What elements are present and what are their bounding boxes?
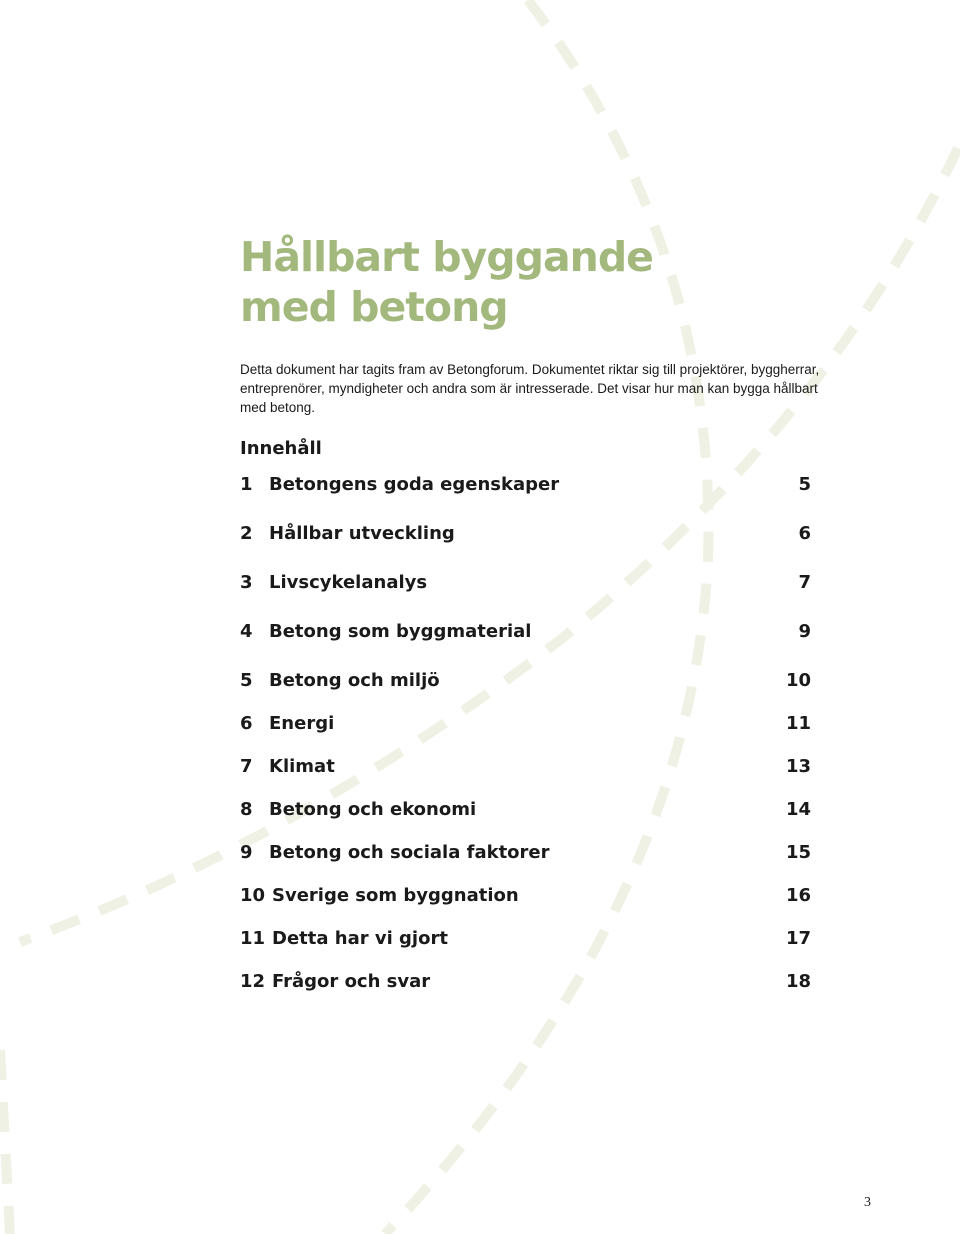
document-title-line-2: med betong [240,283,508,331]
dashed-arc-left [0,1050,10,1234]
intro-paragraph: Detta dokument har tagits fram av Betongforum. Dokumentet riktar sig till projektörer, byggherrar, entreprenörer, myndigheter och andra som är intresserade. Det visar hur man kan bygga hållbart med betong. [240,362,820,415]
document-title [240,232,653,332]
toc-entry-title: Detta har vi gjort [272,928,448,949]
toc-entry-number: 6 [240,713,253,734]
toc-entry [240,969,811,995]
toc-entry-page: 11 [785,713,811,734]
toc-entry-page: 6 [798,523,811,544]
toc-entry-number: 3 [240,572,253,593]
toc-entry-title: Livscykelanalys [269,572,428,593]
toc-entry [240,619,811,645]
toc-entry [240,521,811,547]
toc-entry-title: Betong och ekonomi [269,799,477,820]
toc-entry-title: Energi [269,713,335,734]
toc-entry [240,926,811,952]
toc-entry-number: 4 [240,621,253,642]
toc-entry-page: 15 [785,842,811,863]
dashed-arc-right [385,0,709,1234]
toc-entry-title: Hållbar utveckling [269,523,455,544]
toc-entry-page: 13 [785,756,811,777]
toc-entry-number: 5 [240,670,253,691]
toc-entry-number: 2 [240,523,253,544]
toc-entry [240,754,811,780]
toc-entry [240,840,811,866]
toc-entry-title: Betongens goda egenskaper [269,474,560,495]
toc-entry-number: 1 [240,474,253,495]
toc-entry [240,711,811,737]
toc-entry-page: 14 [785,799,811,820]
toc-entry-page: 16 [785,885,811,906]
toc-entry-title: Frågor och svar [272,971,431,992]
toc-heading: Innehåll [240,438,322,459]
toc-entry-number: 12 [240,971,266,992]
toc-entry-page: 17 [785,928,811,949]
toc-entry-page: 10 [785,670,811,691]
page-number: 3 [864,1195,871,1210]
toc-entry-page: 5 [798,474,811,495]
toc-entry [240,570,811,596]
toc-entry-title: Betong som byggmaterial [269,621,532,642]
toc-entry-title: Sverige som byggnation [272,885,519,906]
toc-entry-page: 9 [798,621,811,642]
toc-entry-title: Klimat [269,756,335,777]
toc-entry-number: 9 [240,842,253,863]
toc-entry-page: 7 [798,572,811,593]
toc-entry [240,797,811,823]
toc-entry-number: 7 [240,756,253,777]
toc-entry [240,883,811,909]
toc-entry-page: 18 [785,971,811,992]
toc-entry-number: 8 [240,799,253,820]
toc-entry [240,668,811,694]
toc-entry-number: 11 [240,928,266,949]
document-title-line-1: Hållbart byggande [240,233,653,281]
toc-entry-number: 10 [240,885,266,906]
toc-entry-title: Betong och sociala faktorer [269,842,550,863]
toc-entry [240,472,811,498]
toc-entry-title: Betong och miljö [269,670,440,691]
